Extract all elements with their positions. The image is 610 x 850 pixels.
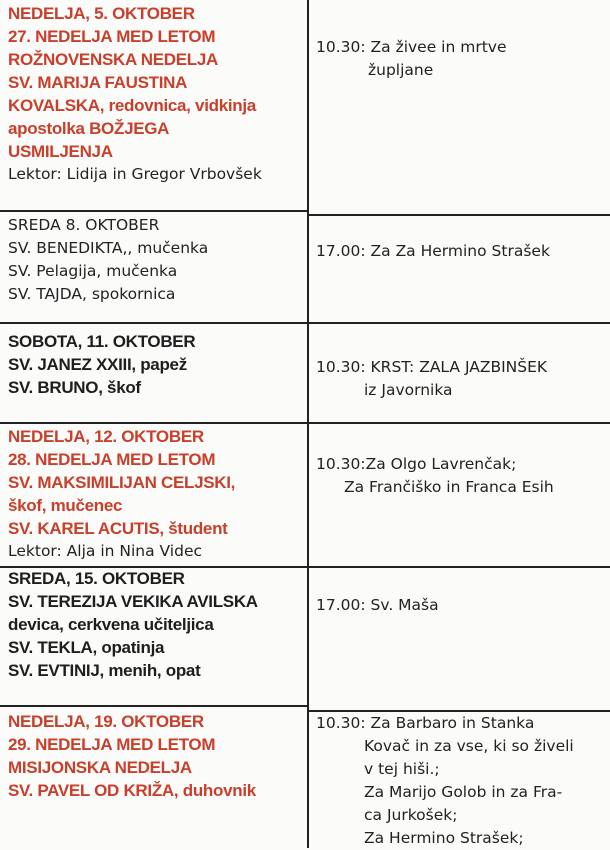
schedule-day-cell	[8, 425, 304, 563]
mass-text-line: ca Jurkošek;	[364, 806, 458, 824]
day-text-line: NEDELJA, 5. OKTOBER	[8, 4, 195, 23]
mass-text-line: 10.30: KRST: ZALA JAZBINŠEK	[316, 358, 548, 376]
mass-text-line: župljane	[368, 61, 434, 79]
day-text-line: 29. NEDELJA MED LETOM	[8, 735, 216, 754]
day-text-line: SOBOTA, 11. OKTOBER	[8, 332, 196, 351]
schedule-mass-cell	[316, 594, 606, 617]
column-divider	[307, 0, 309, 848]
mass-text-line: 10.30: Za živee in mrtve	[316, 38, 507, 56]
day-text-line: NEDELJA, 12. OKTOBER	[8, 427, 204, 446]
mass-text-line: v tej hiši.;	[364, 760, 440, 778]
mass-text-line: 17.00: Sv. Maša	[316, 596, 439, 614]
mass-text-line: Za Hermino Strašek;	[364, 829, 524, 847]
day-text-line: MISIJONSKA NEDELJA	[8, 758, 192, 777]
day-text-line: SV. BENEDIKTA,, mučenka	[8, 239, 209, 257]
row-divider	[0, 422, 610, 424]
day-text-line: devica, cerkvena učiteljica	[8, 615, 214, 634]
day-text-line: USMILJENJA	[8, 142, 113, 161]
day-text-line: SV. PAVEL OD KRIŽA, duhovnik	[8, 781, 256, 800]
schedule-day-cell	[8, 567, 304, 682]
mass-text-line: Za Marijo Golob in za Fra-	[364, 783, 563, 801]
day-text-line: apostolka BOŽJEGA	[8, 119, 170, 138]
day-text-line: SV. MARIJA FAUSTINA	[8, 73, 188, 92]
day-text-line: SV. JANEZ XXIII, papež	[8, 355, 187, 374]
day-text-line: SV. TEREZIJA VEKIKA AVILSKA	[8, 592, 258, 611]
mass-text-line: 10.30:Za Olgo Lavrenčak;	[316, 455, 517, 473]
day-text-line: SV. MAKSIMILIJAN CELJSKI,	[8, 473, 236, 492]
row-divider	[308, 214, 610, 216]
row-divider	[0, 210, 308, 212]
mass-text-line: iz Javornika	[364, 381, 453, 399]
day-text-line: 28. NEDELJA MED LETOM	[8, 450, 216, 469]
mass-text-line: Kovač in za vse, ki so živeli	[364, 737, 574, 755]
mass-text-line: Za Frančiško in Franca Esih	[344, 478, 554, 496]
day-text-line: 27. NEDELJA MED LETOM	[8, 27, 216, 46]
day-text-line: SV. BRUNO, škof	[8, 378, 141, 397]
lector-line: Lektor: Alja in Nina Videc	[8, 542, 202, 560]
day-text-line: SV. Pelagija, mučenka	[8, 262, 178, 280]
day-text-line: SREDA, 15. OKTOBER	[8, 569, 185, 588]
mass-text-line: 17.00: Za Za Hermino Strašek	[316, 242, 550, 260]
schedule-day-cell	[8, 710, 304, 802]
day-text-line: ROŽNOVENSKA NEDELJA	[8, 50, 218, 69]
day-text-line: SREDA 8. OKTOBER	[8, 216, 160, 234]
day-text-line: KOVALSKA, redovnica, vidkinja	[8, 96, 256, 115]
schedule-day-cell	[8, 330, 304, 399]
schedule-mass-cell	[316, 36, 606, 82]
mass-text-line: 10.30: Za Barbaro in Stanka	[316, 714, 535, 732]
day-text-line: SV. TEKLA, opatinja	[8, 638, 165, 657]
row-divider	[0, 705, 308, 707]
day-text-line: škof, mučenec	[8, 496, 123, 515]
day-text-line: SV. EVTINIJ, menih, opat	[8, 661, 201, 680]
lector-line: Lektor: Lidija in Gregor Vrbovšek	[8, 165, 262, 183]
row-divider	[0, 322, 610, 324]
schedule-mass-cell	[316, 453, 606, 499]
day-text-line: SV. KAREL ACUTIS, študent	[8, 519, 228, 538]
schedule-mass-cell	[316, 240, 606, 263]
schedule-mass-cell	[316, 712, 606, 850]
schedule-day-cell	[8, 214, 304, 306]
schedule-day-cell	[8, 2, 304, 186]
day-text-line: NEDELJA, 19. OKTOBER	[8, 712, 204, 731]
schedule-mass-cell	[316, 356, 606, 402]
day-text-line: SV. TAJDA, spokornica	[8, 285, 176, 303]
